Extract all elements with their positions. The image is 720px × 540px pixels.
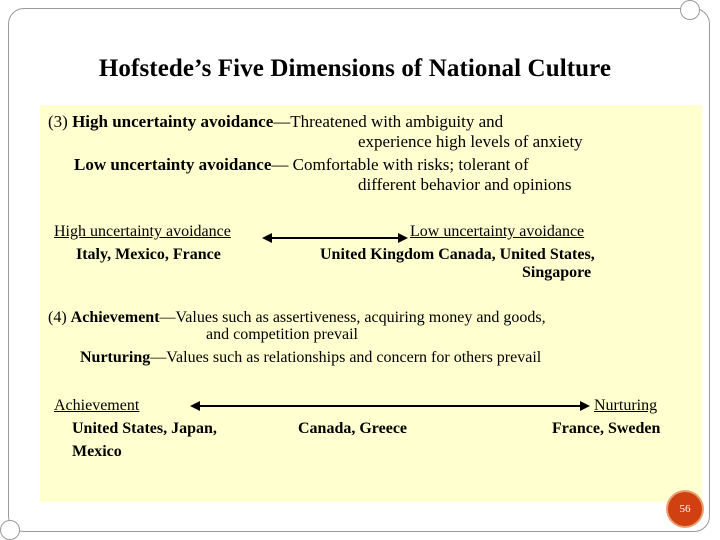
section4-number: (4) — [48, 309, 67, 326]
scale4-right-label: Nurturing — [594, 397, 658, 414]
achievement-def-cont: and competition prevail — [206, 326, 358, 343]
scale4-left-label: Achievement — [54, 397, 140, 414]
slide-title: Hofstede’s Five Dimensions of National Culture — [98, 55, 612, 82]
achievement-term: Achievement — [70, 309, 160, 326]
high-uncertainty-def: —Threatened with ambiguity and — [273, 112, 504, 131]
scale3-left-countries: Italy, Mexico, France — [76, 246, 221, 263]
section4-line3 — [80, 348, 541, 368]
low-uncertainty-term: Low uncertainty avoidance — [74, 155, 272, 174]
low-uncertainty-def: — Comfortable with risks; tolerant of — [271, 155, 529, 174]
section3-number: (3) — [48, 112, 68, 131]
high-uncertainty-term: High uncertainty avoidance — [72, 112, 274, 131]
scale3-right-countries-cont: Singapore — [522, 264, 592, 281]
scale4-right-countries: France, Sweden — [552, 420, 661, 437]
scale3-left-label: High uncertainty avoidance — [54, 223, 231, 240]
scale3-right-countries: United Kingdom Canada, United States, — [320, 246, 595, 263]
low-uncertainty-def-cont: different behavior and opinions — [358, 175, 572, 194]
scale4-middle-countries: Canada, Greece — [298, 420, 408, 437]
scale4-left-countries: United States, Japan, — [72, 420, 217, 437]
nurturing-term: Nurturing — [80, 349, 151, 366]
page-number-badge: 56 — [668, 492, 702, 526]
high-uncertainty-def-cont: experience high levels of anxiety — [358, 132, 583, 151]
section3-line3 — [74, 155, 529, 175]
achievement-def: —Values such as assertiveness, acquiring money and goods, — [159, 309, 546, 326]
corner-decoration — [0, 520, 20, 540]
nurturing-def: —Values such as relationships and concern for others prevail — [150, 349, 542, 366]
section3-line1 — [48, 112, 503, 132]
corner-decoration — [680, 0, 700, 20]
scale4-arrow — [190, 398, 590, 414]
scale4-left-countries-cont: Mexico — [72, 443, 122, 460]
scale3-arrow — [262, 230, 408, 246]
scale3-right-label: Low uncertainty avoidance — [410, 223, 585, 240]
